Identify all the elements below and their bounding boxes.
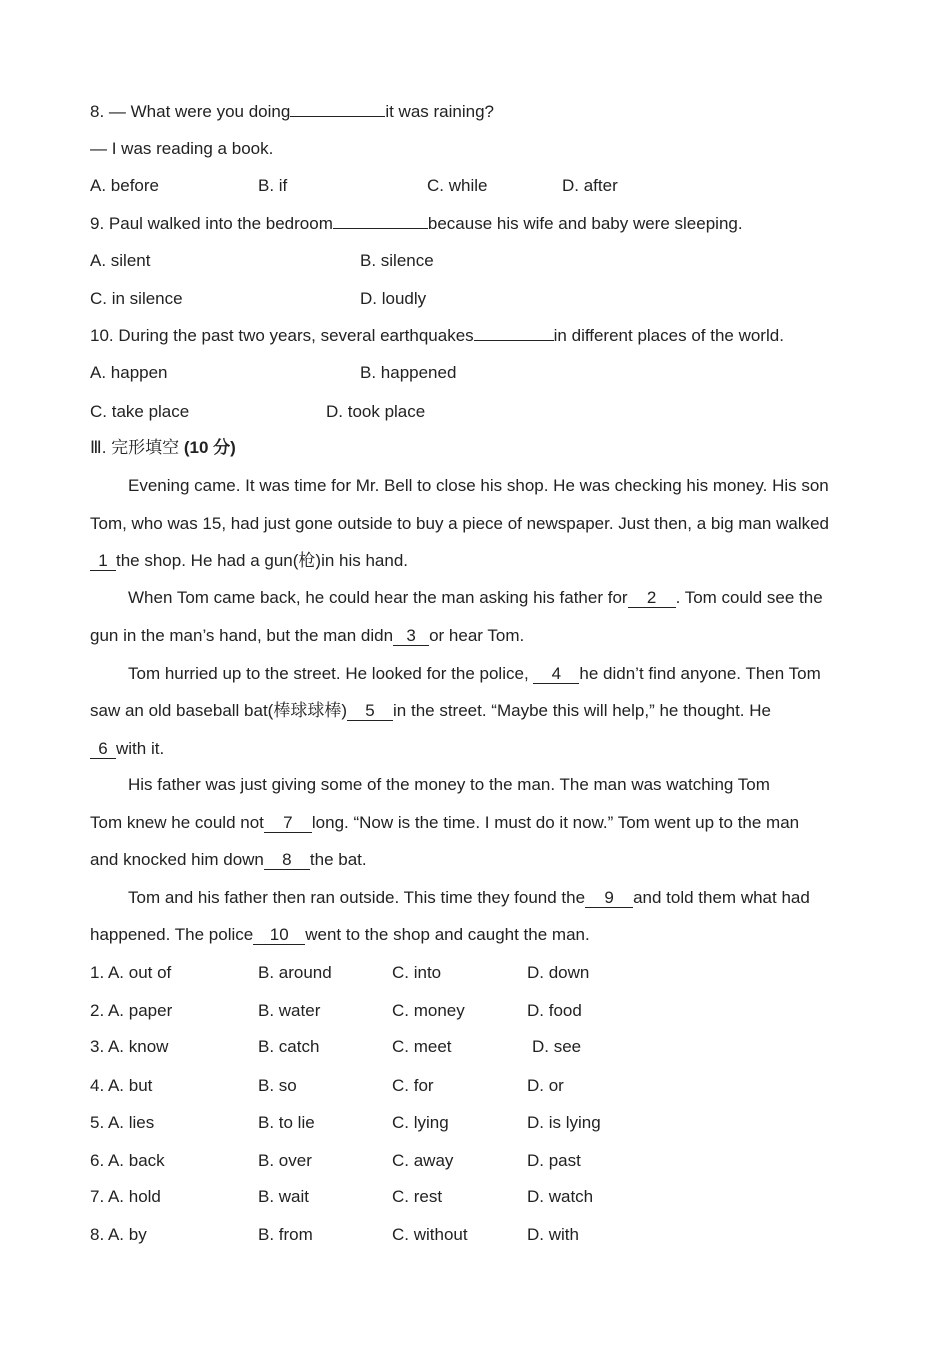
cloze-option: D. with	[527, 1225, 579, 1244]
cloze-blank-5: 5	[347, 702, 393, 721]
cloze-option: B. from	[258, 1225, 313, 1244]
cloze-option: B. so	[258, 1076, 297, 1095]
cloze-option: 7. A. hold	[90, 1187, 161, 1206]
passage-p4-line3	[90, 850, 367, 870]
q8-answer-blank	[290, 116, 385, 117]
passage-text: saw an old baseball bat(棒球球棒)	[90, 701, 348, 720]
q9-option-d: D. loudly	[360, 289, 427, 308]
q10-option-c: C. take place	[90, 402, 190, 421]
cloze-option: D. past	[527, 1151, 581, 1170]
cloze-option: B. over	[258, 1151, 312, 1170]
cloze-option: 6. A. back	[90, 1151, 165, 1170]
q10-stem-end: in different places of the world.	[553, 326, 784, 345]
cloze-option: 4. A. but	[90, 1076, 153, 1095]
passage-text: . Tom could see the	[675, 588, 823, 607]
passage-p2-line2	[90, 626, 524, 646]
cloze-option: C. away	[392, 1151, 454, 1170]
passage-text: Tom and his father then ran outside. This time they found the	[128, 888, 586, 907]
passage-text: Tom knew he could not	[90, 813, 264, 832]
passage-text: went to the shop and caught the man.	[305, 925, 590, 944]
q8-response: — I was reading a book.	[90, 139, 274, 158]
passage-text: and told them what had	[633, 888, 810, 907]
cloze-blank-1: 1	[90, 552, 116, 571]
cloze-blank-2: 2	[628, 589, 676, 608]
passage-p1-line1: Evening came. It was time for Mr. Bell to close his shop. He was checking his money. His son	[128, 476, 829, 495]
q10-option-b: B. happened	[360, 363, 457, 382]
cloze-option: C. meet	[392, 1037, 452, 1056]
q9-answer-blank	[333, 228, 428, 229]
passage-p1-line3	[90, 551, 408, 571]
passage-text: When Tom came back, he could hear the man asking his father for	[128, 588, 628, 607]
q9-option-a: A. silent	[90, 251, 151, 270]
cloze-blank-6: 6	[90, 740, 116, 759]
passage-text: he didn’t find anyone. Then Tom	[579, 664, 821, 683]
q9-option-b: B. silence	[360, 251, 434, 270]
cloze-blank-7: 7	[264, 814, 312, 833]
passage-p5-line1	[128, 888, 810, 908]
cloze-option: 2. A. paper	[90, 1001, 173, 1020]
q9-option-c: C. in silence	[90, 289, 183, 308]
q10-option-a: A. happen	[90, 363, 168, 382]
q8-option-b: B. if	[258, 176, 288, 195]
cloze-option: D. or	[527, 1076, 564, 1095]
passage-p3-line3	[90, 739, 164, 759]
cloze-option: D. food	[527, 1001, 582, 1020]
passage-text: or hear Tom.	[429, 626, 525, 645]
passage-p5-line2	[90, 925, 590, 945]
passage-p4-line1: His father was just giving some of the money to the man. The man was watching Tom	[128, 775, 770, 794]
passage-p4-line2	[90, 813, 799, 833]
q8-option-a: A. before	[90, 176, 159, 195]
passage-text: in the street. “Maybe this will help,” he thought. He	[393, 701, 771, 720]
q8-stem-start: 8. — What were you doing	[90, 102, 291, 121]
cloze-option: 3. A. know	[90, 1037, 169, 1056]
section-heading	[90, 438, 236, 458]
cloze-option: C. into	[392, 963, 442, 982]
q10-stem-start: 10. During the past two years, several earthquakes	[90, 326, 474, 345]
cloze-blank-9: 9	[585, 889, 633, 908]
passage-p3-line1	[128, 664, 821, 684]
cloze-option: C. rest	[392, 1187, 443, 1206]
q9-stem-end: because his wife and baby were sleeping.	[427, 214, 743, 233]
cloze-option: C. for	[392, 1076, 434, 1095]
cloze-option: 5. A. lies	[90, 1113, 155, 1132]
passage-text: happened. The police	[90, 925, 254, 944]
passage-text: and knocked him down	[90, 850, 264, 869]
cloze-option: B. water	[258, 1001, 321, 1020]
q8-stem-end: it was raining?	[385, 102, 494, 121]
q9-stem	[90, 214, 743, 234]
q8-option-c: C. while	[427, 176, 488, 195]
cloze-blank-10: 10	[253, 926, 305, 945]
passage-text: Tom hurried up to the street. He looked for the police,	[128, 664, 529, 683]
q10-option-d: D. took place	[326, 402, 426, 421]
q8-option-d: D. after	[562, 176, 618, 195]
cloze-option: B. catch	[258, 1037, 320, 1056]
passage-p3-line2	[90, 701, 771, 721]
cloze-option: D. watch	[527, 1187, 594, 1206]
section-points: (10 分)	[183, 438, 236, 457]
cloze-option: C. money	[392, 1001, 465, 1020]
passage-text: long. “Now is the time. I must do it now.” Tom went up to the man	[311, 813, 800, 832]
passage-text: with it.	[116, 739, 165, 758]
q9-stem-start: 9. Paul walked into the bedroom	[90, 214, 333, 233]
cloze-option: B. wait	[258, 1187, 310, 1206]
section-title: Ⅲ. 完形填空	[90, 438, 184, 457]
passage-p2-line1	[128, 588, 823, 608]
cloze-option: D. is lying	[527, 1113, 601, 1132]
cloze-option: 8. A. by	[90, 1225, 147, 1244]
q10-stem	[90, 326, 784, 346]
cloze-option: D. see	[532, 1037, 582, 1056]
passage-p1-line2: Tom, who was 15, had just gone outside to buy a piece of newspaper. Just then, a big man walked	[90, 514, 830, 533]
cloze-option: 1. A. out of	[90, 963, 172, 982]
passage-text: the shop. He had a gun(枪)in his hand.	[116, 551, 409, 570]
cloze-option: B. around	[258, 963, 332, 982]
q8-stem	[90, 102, 494, 122]
cloze-blank-8: 8	[264, 851, 310, 870]
cloze-blank-3: 3	[393, 627, 429, 646]
cloze-option: C. lying	[392, 1113, 449, 1132]
passage-text: gun in the man’s hand, but the man didn	[90, 626, 394, 645]
cloze-option: B. to lie	[258, 1113, 315, 1132]
passage-text: the bat.	[309, 850, 367, 869]
cloze-blank-4: 4	[533, 665, 579, 684]
cloze-option: D. down	[527, 963, 590, 982]
cloze-option: C. without	[392, 1225, 468, 1244]
q10-answer-blank	[474, 340, 554, 341]
